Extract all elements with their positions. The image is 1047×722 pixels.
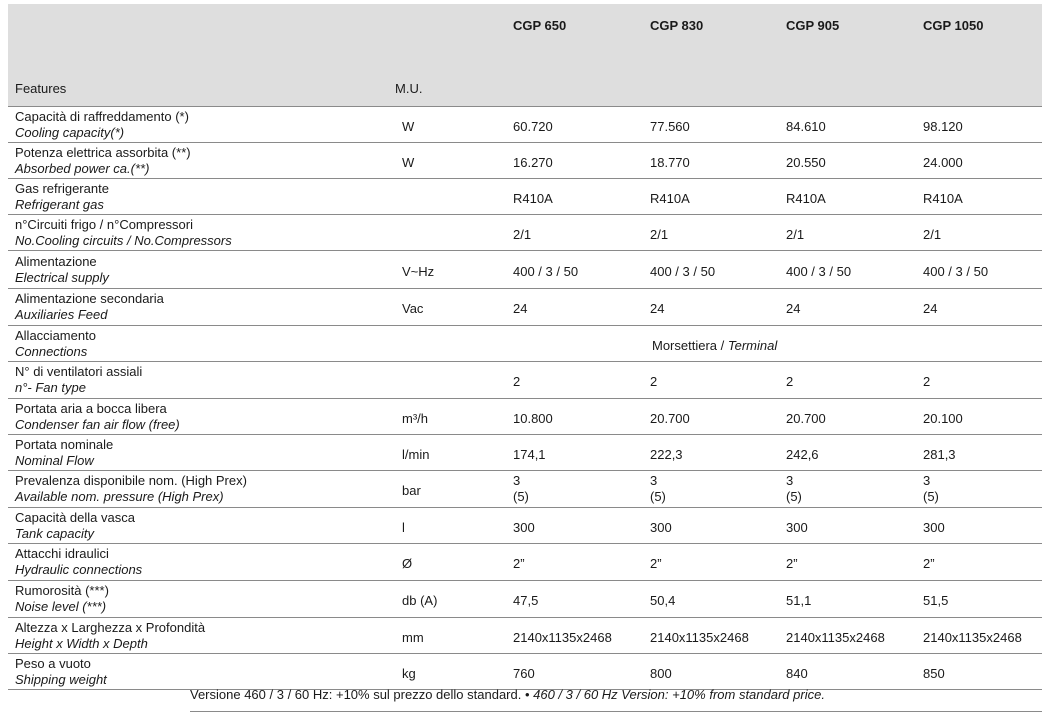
- value-cell: [923, 301, 937, 317]
- feature-label-it: Allacciamento: [15, 328, 96, 343]
- value-text: 24: [923, 301, 938, 316]
- value-cell: [650, 447, 683, 463]
- value-cell: [650, 119, 690, 135]
- value-text: 24.000: [923, 155, 963, 170]
- value-text: 300: [786, 520, 808, 535]
- value-text: 174,1: [513, 447, 546, 462]
- feature-label: [15, 254, 109, 286]
- value-cell: [650, 556, 662, 572]
- value-cell: [513, 630, 612, 646]
- unit-cell: Ø: [402, 556, 413, 571]
- spec-row: [8, 326, 1042, 362]
- model-header: CGP 905: [786, 18, 840, 33]
- spec-row: [8, 362, 1042, 399]
- unit-cell: db (A): [402, 593, 438, 608]
- feature-label-it: Capacità di raffreddamento (*): [15, 109, 189, 124]
- value-text: 84.610: [786, 119, 826, 134]
- unit-cell: mm: [402, 630, 424, 645]
- value-cell: [513, 593, 538, 609]
- value-text: R410A: [786, 191, 826, 206]
- value-text: 2/1: [650, 227, 669, 242]
- value-cell: [786, 411, 826, 427]
- value-text: 300: [923, 520, 945, 535]
- feature-label: [15, 437, 113, 469]
- value-text: R410A: [513, 191, 553, 206]
- value-text: 50,4: [650, 593, 676, 608]
- value-cell: [513, 556, 525, 572]
- merged-value-en: Terminal: [727, 338, 778, 353]
- value-cell: [786, 119, 826, 135]
- value-text: 2/1: [786, 227, 805, 242]
- feature-label-en: Height x Width x Depth: [15, 636, 148, 651]
- feature-label: [15, 291, 164, 323]
- value-text: 2140x1135x2468: [923, 630, 1022, 645]
- unit-cell: l: [402, 520, 405, 535]
- value-cell: [923, 666, 945, 682]
- feature-label: [15, 546, 142, 578]
- feature-label-it: Potenza elettrica assorbita (**): [15, 145, 191, 160]
- value-cell: [650, 227, 668, 243]
- merged-value-cell: [652, 338, 777, 353]
- value-text: 20.700: [650, 411, 690, 426]
- feature-label: [15, 145, 191, 177]
- value-text: 3: [923, 473, 931, 488]
- value-text: 51,5: [923, 593, 949, 608]
- value-cell: [650, 666, 672, 682]
- feature-label-it: Altezza x Larghezza x Profondità: [15, 620, 206, 635]
- value-cell: [923, 411, 963, 427]
- value-cell: [786, 666, 808, 682]
- value-cell: [923, 227, 941, 243]
- spec-table: [8, 4, 1042, 690]
- value-text: 760: [513, 666, 535, 681]
- spec-row: [8, 289, 1042, 326]
- value-text: 300: [650, 520, 672, 535]
- value-cell: [786, 155, 826, 171]
- value-cell: [513, 227, 531, 243]
- value-text: 2”: [923, 556, 935, 571]
- feature-label-it: Rumorosità (***): [15, 583, 109, 598]
- value-text: R410A: [650, 191, 690, 206]
- value-cell: [786, 227, 804, 243]
- value-cell: [650, 593, 675, 609]
- feature-label-en: No.Cooling circuits / No.Compressors: [15, 233, 232, 248]
- value-text: 281,3: [923, 447, 956, 462]
- feature-label-en: Noise level (***): [15, 599, 107, 614]
- feature-label-en: Nominal Flow: [15, 453, 94, 468]
- spec-row: [8, 251, 1042, 289]
- spec-row: [8, 107, 1042, 143]
- merged-value-it: Morsettiera /: [652, 338, 728, 353]
- unit-cell: Vac: [402, 301, 424, 316]
- value-text: 10.800: [513, 411, 553, 426]
- spec-row: [8, 654, 1042, 690]
- value-cell: [650, 473, 666, 505]
- value-cell: [650, 191, 690, 207]
- value-text: 2140x1135x2468: [786, 630, 885, 645]
- value-cell: [786, 593, 811, 609]
- spec-row: [8, 179, 1042, 215]
- value-text: 2/1: [513, 227, 532, 242]
- feature-label: [15, 328, 96, 360]
- value-cell: [786, 473, 802, 505]
- value-text: 850: [923, 666, 945, 681]
- feature-label: [15, 473, 247, 505]
- value-cell: [650, 374, 657, 390]
- feature-label: [15, 620, 205, 652]
- value-text: 400 / 3 / 50: [513, 264, 579, 279]
- value-cell: [513, 473, 529, 505]
- spec-row: [8, 435, 1042, 471]
- value-text: 24: [650, 301, 665, 316]
- value-cell: [923, 556, 935, 572]
- unit-cell: m³/h: [402, 411, 428, 426]
- value-text: 2”: [513, 556, 525, 571]
- feature-label-it: N° di ventilatori assiali: [15, 364, 143, 379]
- feature-label-en: Cooling capacity(*): [15, 125, 125, 140]
- feature-label-en: n°- Fan type: [15, 380, 86, 395]
- value-cell: [923, 447, 956, 463]
- value-cell: [513, 447, 546, 463]
- value-cell: [650, 301, 664, 317]
- model-header: CGP 1050: [923, 18, 984, 33]
- value-text: 24: [513, 301, 528, 316]
- value-text: 2140x1135x2468: [650, 630, 749, 645]
- feature-label-en: Tank capacity: [15, 526, 95, 541]
- feature-label: [15, 217, 232, 249]
- spec-row: [8, 143, 1042, 179]
- value-cell: [786, 630, 885, 646]
- value-cell: [513, 666, 535, 682]
- value-text: 98.120: [923, 119, 963, 134]
- model-header: CGP 650: [513, 18, 567, 33]
- spec-row: [8, 508, 1042, 544]
- value-cell: [786, 556, 798, 572]
- feature-label-it: Portata aria a bocca libera: [15, 401, 167, 416]
- feature-label-it: Portata nominale: [15, 437, 114, 452]
- feature-label-en: Absorbed power ca.(**): [15, 161, 150, 176]
- value-subtext: (5): [650, 489, 666, 504]
- value-cell: [650, 264, 715, 280]
- value-text: 222,3: [650, 447, 683, 462]
- feature-label-it: Peso a vuoto: [15, 656, 91, 671]
- feature-label-it: Prevalenza disponibile nom. (High Prex): [15, 473, 247, 488]
- value-cell: [513, 191, 553, 207]
- value-cell: [650, 411, 690, 427]
- model-header: CGP 830: [650, 18, 704, 33]
- spec-row: [8, 471, 1042, 508]
- feature-label: [15, 109, 189, 141]
- value-cell: [923, 520, 945, 536]
- footer-divider: [190, 711, 1042, 712]
- value-text: 20.100: [923, 411, 963, 426]
- feature-label-it: Gas refrigerante: [15, 181, 109, 196]
- feature-label-en: Available nom. pressure (High Prex): [15, 489, 224, 504]
- value-cell: [786, 301, 800, 317]
- feature-label: [15, 583, 109, 615]
- spec-row: [8, 215, 1042, 251]
- footer-note-en: 460 / 3 / 60 Hz Version: +10% from standard price.: [533, 687, 825, 702]
- value-cell: [923, 119, 963, 135]
- value-text: R410A: [923, 191, 963, 206]
- feature-label-it: Attacchi idraulici: [15, 546, 109, 561]
- value-cell: [513, 520, 535, 536]
- value-cell: [923, 593, 948, 609]
- value-subtext: (5): [513, 489, 529, 504]
- value-text: 2/1: [923, 227, 942, 242]
- feature-label: [15, 401, 180, 433]
- value-cell: [923, 155, 963, 171]
- value-text: 47,5: [513, 593, 539, 608]
- value-cell: [786, 447, 819, 463]
- feature-label-en: Shipping weight: [15, 672, 107, 687]
- value-cell: [513, 301, 527, 317]
- value-text: 60.720: [513, 119, 553, 134]
- value-cell: [786, 191, 826, 207]
- value-cell: [650, 520, 672, 536]
- feature-label-en: Connections: [15, 344, 88, 359]
- value-text: 3: [650, 473, 658, 488]
- value-text: 2: [650, 374, 658, 389]
- unit-cell: l/min: [402, 447, 430, 462]
- unit-cell: W: [402, 155, 415, 170]
- value-text: 2: [513, 374, 521, 389]
- feature-label: [15, 181, 109, 213]
- feature-label-en: Condenser fan air flow (free): [15, 417, 180, 432]
- footer-note-it: Versione 460 / 3 / 60 Hz: +10% sul prezzo dello standard. •: [190, 687, 534, 702]
- value-cell: [650, 630, 749, 646]
- value-cell: [786, 520, 808, 536]
- value-text: 20.700: [786, 411, 826, 426]
- spec-row: [8, 618, 1042, 654]
- value-text: 24: [786, 301, 801, 316]
- value-text: 300: [513, 520, 535, 535]
- value-cell: [923, 374, 930, 390]
- value-cell: [513, 411, 553, 427]
- value-text: 400 / 3 / 50: [650, 264, 716, 279]
- feature-label-it: Capacità della vasca: [15, 510, 135, 525]
- value-cell: [786, 264, 851, 280]
- value-text: 800: [650, 666, 672, 681]
- value-text: 18.770: [650, 155, 690, 170]
- value-cell: [513, 119, 553, 135]
- value-text: 242,6: [786, 447, 819, 462]
- value-cell: [650, 155, 690, 171]
- value-text: 3: [513, 473, 521, 488]
- value-text: 20.550: [786, 155, 826, 170]
- feature-label: [15, 364, 142, 396]
- model-header-row: [8, 4, 1042, 65]
- feature-label: [15, 510, 135, 542]
- feature-label-it: Alimentazione: [15, 254, 97, 269]
- feature-label-en: Auxiliaries Feed: [15, 307, 108, 322]
- value-cell: [786, 374, 793, 390]
- feature-label: [15, 656, 107, 688]
- feature-label-it: n°Circuiti frigo / n°Compressori: [15, 217, 194, 232]
- value-text: 2”: [786, 556, 798, 571]
- value-cell: [923, 630, 1022, 646]
- value-text: 840: [786, 666, 808, 681]
- unit-cell: V~Hz: [402, 264, 435, 279]
- value-cell: [513, 264, 578, 280]
- value-text: 400 / 3 / 50: [786, 264, 852, 279]
- feature-label-en: Hydraulic connections: [15, 562, 143, 577]
- spec-row: [8, 581, 1042, 618]
- value-subtext: (5): [923, 489, 939, 504]
- value-text: 3: [786, 473, 794, 488]
- value-text: 16.270: [513, 155, 553, 170]
- value-text: 2140x1135x2468: [513, 630, 612, 645]
- spec-rows: [8, 107, 1042, 690]
- unit-cell: kg: [402, 666, 416, 681]
- spec-row: [8, 544, 1042, 581]
- value-text: 2: [923, 374, 931, 389]
- mu-label: M.U.: [395, 81, 423, 96]
- value-text: 2”: [650, 556, 662, 571]
- features-label: Features: [15, 81, 67, 96]
- value-cell: [513, 155, 553, 171]
- value-cell: [923, 264, 988, 280]
- unit-cell: W: [402, 119, 415, 134]
- spec-row: [8, 399, 1042, 435]
- features-header-row: [8, 65, 1042, 107]
- feature-label-en: Electrical supply: [15, 270, 109, 285]
- value-cell: [923, 191, 963, 207]
- value-text: 2: [786, 374, 794, 389]
- value-text: 77.560: [650, 119, 690, 134]
- value-text: 400 / 3 / 50: [923, 264, 989, 279]
- value-text: 51,1: [786, 593, 812, 608]
- unit-cell: bar: [402, 483, 421, 498]
- value-subtext: (5): [786, 489, 802, 504]
- value-cell: [923, 473, 939, 505]
- feature-label-it: Alimentazione secondaria: [15, 291, 164, 306]
- footer-note: [190, 687, 825, 702]
- value-cell: [513, 374, 520, 390]
- feature-label-en: Refrigerant gas: [15, 197, 104, 212]
